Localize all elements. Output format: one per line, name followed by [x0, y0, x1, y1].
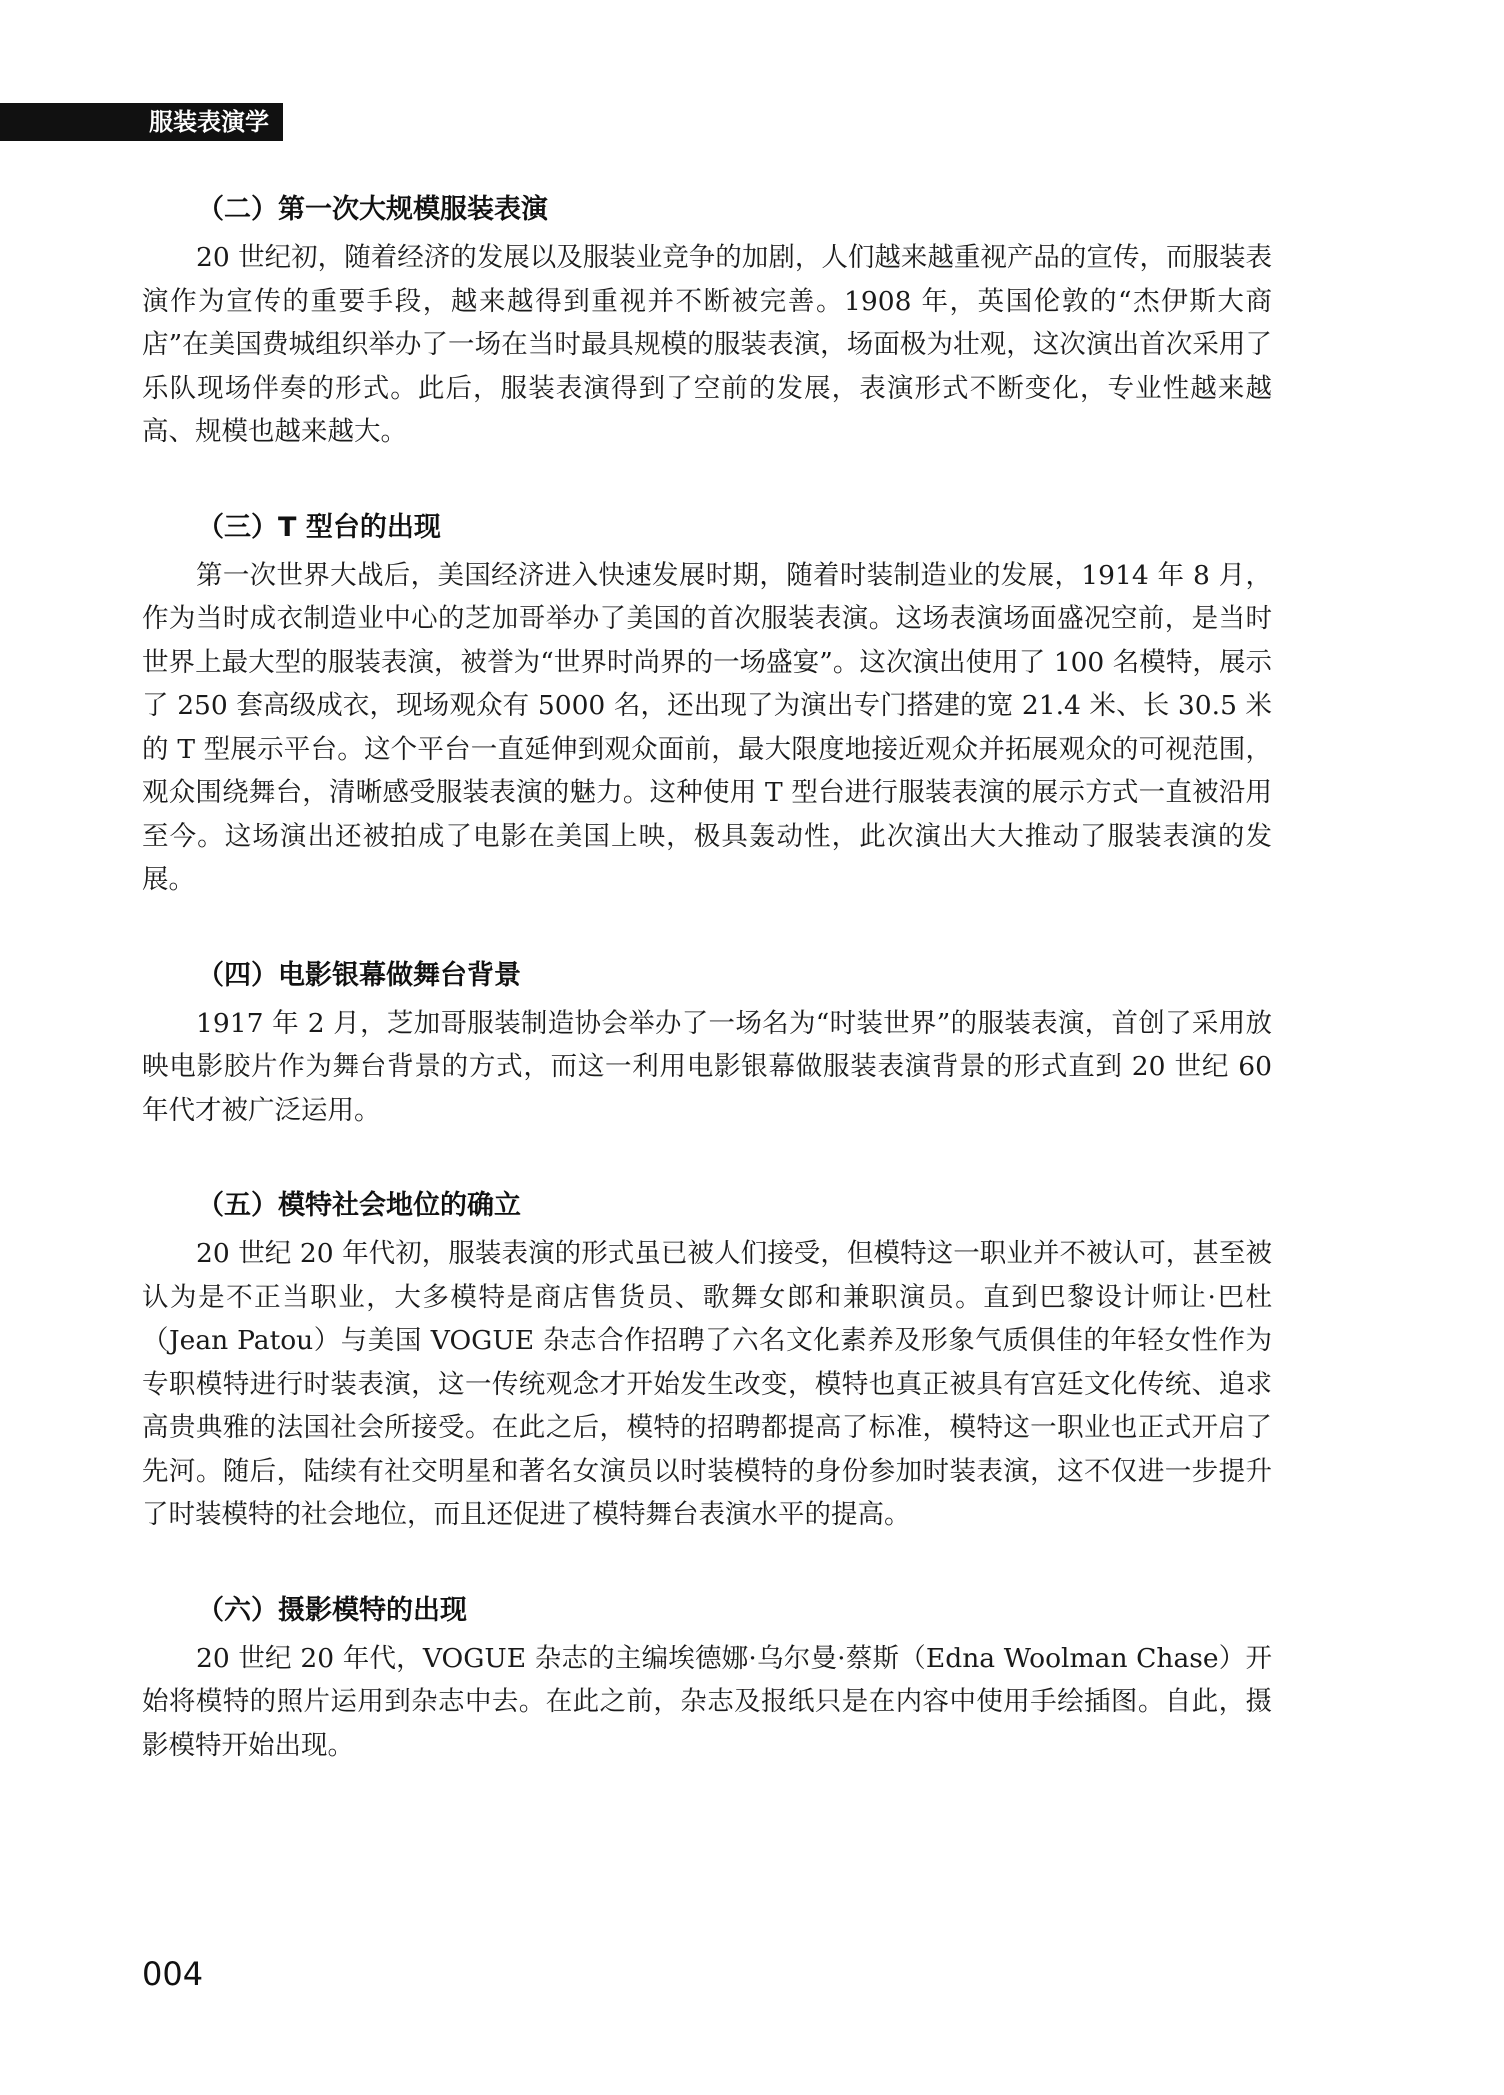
section-paragraph: 20 世纪初，随着经济的发展以及服装业竞争的加剧，人们越来越重视产品的宣传，而服装表演作为宣传的重要手段，越来越得到重视并不断被完善。1908 年，英国伦敦的“杰伊斯大商店”在美国费城组织举办了一场在当时最具规模的服装表演，场面极为壮观，这次演出首次采用了乐队现场伴奏的形式。此后，服装表演得到了空前的发展，表演形式不断变化，专业性越来越高、规模也越来越大。 [142, 242, 1272, 447]
section-paragraph: 1917 年 2 月，芝加哥服装制造协会举办了一场名为“时装世界”的服装表演，首创了采用放映电影胶片作为舞台背景的方式，而这一利用电影银幕做服装表演背景的形式直到 20 世纪 60 年代才被广泛运用。 [142, 1007, 1272, 1126]
section-6 [142, 1591, 1272, 1768]
section-heading: （二）第一次大规模服装表演 [197, 194, 548, 225]
section-paragraph: 20 世纪 20 年代，VOGUE 杂志的主编埃德娜·乌尔曼·蔡斯（Edna Woolman Chase）开始将模特的照片运用到杂志中去。在此之前，杂志及报纸只是在内容中使用手绘插图。自此，摄影模特开始出现。 [142, 1642, 1272, 1761]
section-heading: （四）电影银幕做舞台背景 [197, 959, 521, 991]
page-number: 004 [142, 1955, 204, 1993]
main-content [142, 190, 1272, 1821]
section-3 [142, 508, 1272, 902]
section-paragraph: 第一次世界大战后，美国经济进入快速发展时期，随着时装制造业的发展，1914 年 8 月，作为当时成衣制造业中心的芝加哥举办了美国的首次服装表演。这场表演场面盛况空前，是当时世界上最大型的服装表演，被誉为“世界时尚界的一场盛宴”。这次演出使用了 100 名模特，展示了 250 套高级成衣，现场观众有 5000 名，还出现了为演出专门搭建的宽 21.4 米、长 30.5 米的 T 型展示平台。这个平台一直延伸到观众面前，最大限度地接近观众并拓展观众的可视范围，观众围绕舞台，清晰感受服装表演的魅力。这种使用 T 型台进行服装表演的展示方式一直被沿用至今。这场演出还被拍成了电影在美国上映，极具轰动性，此次演出大大推动了服装表演的发展。 [142, 559, 1272, 895]
section-heading: （五）模特社会地位的确立 [197, 1190, 521, 1221]
running-header: 服装表演学 [0, 103, 283, 141]
section-4 [142, 956, 1272, 1133]
section-5 [142, 1186, 1272, 1537]
section-2 [142, 190, 1272, 454]
section-heading: （三）T 型台的出现 [197, 511, 441, 543]
section-heading: （六）摄影模特的出现 [197, 1594, 467, 1626]
section-paragraph: 20 世纪 20 年代初，服装表演的形式虽已被人们接受，但模特这一职业并不被认可，甚至被认为是不正当职业，大多模特是商店售货员、歌舞女郎和兼职演员。直到巴黎设计师让·巴杜（Jean Patou）与美国 VOGUE 杂志合作招聘了六名文化素养及形象气质俱佳的年轻女性作为专职模特进行时装表演，这一传统观念才开始发生改变，模特也真正被具有宫廷文化传统、追求高贵典雅的法国社会所接受。在此之后，模特的招聘都提高了标准，模特这一职业也正式开启了先河。随后，陆续有社交明星和著名女演员以时装模特的身份参加时装表演，这不仅进一步提升了时装模特的社会地位，而且还促进了模特舞台表演水平的提高。 [142, 1238, 1272, 1530]
